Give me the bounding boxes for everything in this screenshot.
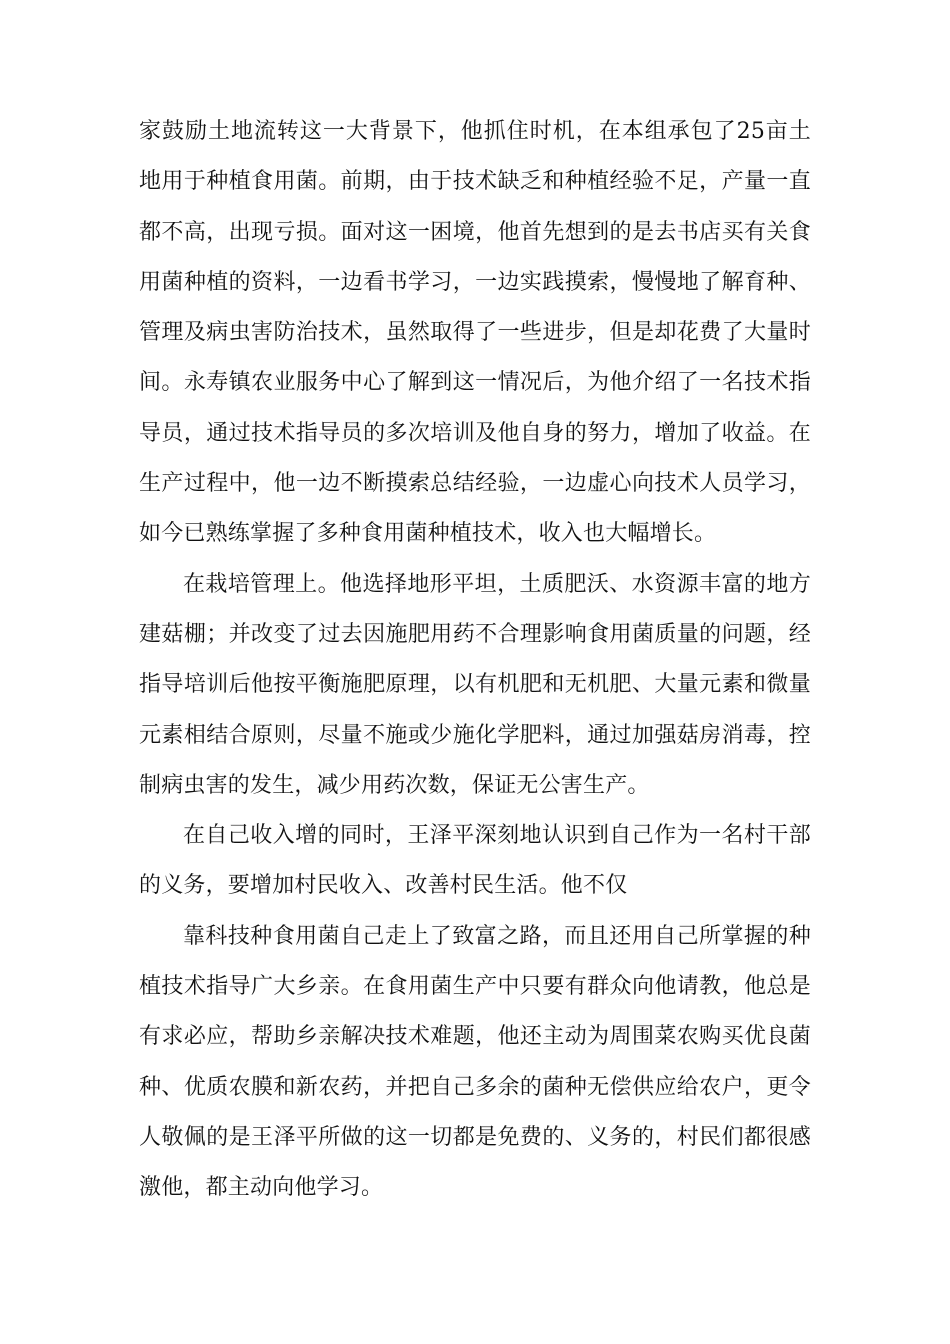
paragraph-4: 靠科技种食用菌自己走上了致富之路，而且还用自己所掌握的种植技术指导广大乡亲。在食用菌生产中只要有群众向他请教，他总是有求必应，帮助乡亲解决技术难题，他还主动为周围菜农购买优良菌种、优质农膜和新农药，并把自己多余的菌种无偿供应给农户，更令人敬佩的是王泽平所做的这一切都是免费的、义务的，村民们都很感激他，都主动向他学习。 (139, 923, 811, 1201)
paragraph-1: 家鼓励土地流转这一大背景下，他抓住时机，在本组承包了25亩土地用于种植食用菌。前期，由于技术缺乏和种植经验不足，产量一直都不高，出现亏损。面对这一困境，他首先想到的是去书店买有关食用菌种植的资料，一边看书学习，一边实践摸索，慢慢地了解育种、管理及病虫害防治技术，虽然取得了一些进步，但是却花费了大量时间。永寿镇农业服务中心了解到这一情况后，为他介绍了一名技术指导员，通过技术指导员的多次培训及他自身的努力，增加了收益。在生产过程中，他一边不断摸索总结经验，一边虚心向技术人员学习，如今已熟练掌握了多种食用菌种植技术，收入也大幅增长。 (139, 119, 811, 547)
document-body (139, 107, 811, 1214)
paragraph-3: 在自己收入增的同时，王泽平深刻地认识到自己作为一名村干部的义务，要增加村民收入、改善村民生活。他不仅 (139, 823, 811, 899)
paragraph-2: 在栽培管理上。他选择地形平坦，土质肥沃、水资源丰富的地方建菇棚；并改变了过去因施肥用药不合理影响食用菌质量的问题，经指导培训后他按平衡施肥原理，以有机肥和无机肥、大量元素和微量元素相结合原则，尽量不施或少施化学肥料，通过加强菇房消毒，控制病虫害的发生，减少用药次数，保证无公害生产。 (139, 571, 811, 798)
